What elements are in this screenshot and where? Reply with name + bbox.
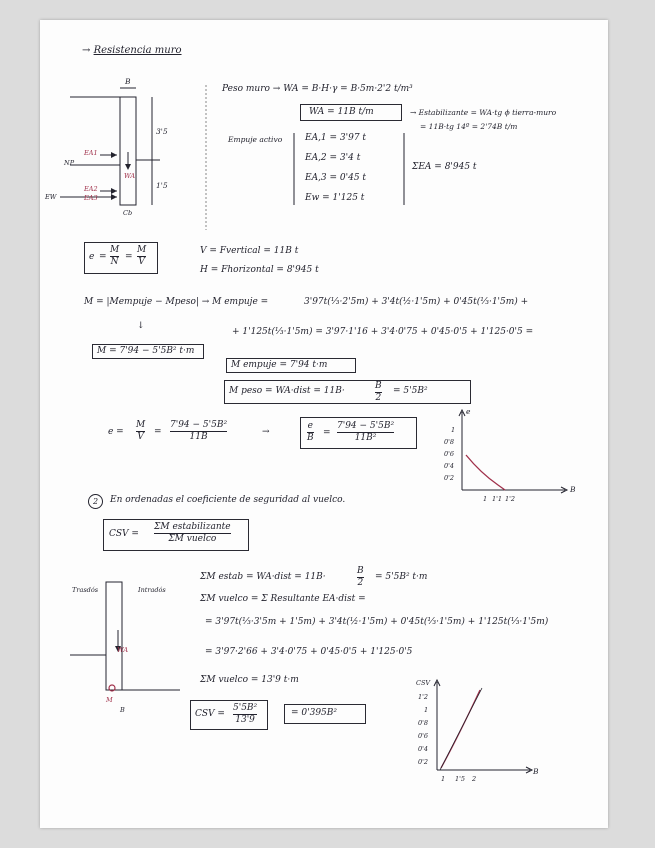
empuje-ew: Ew = 1'125 t xyxy=(305,193,365,203)
m-result-box xyxy=(92,344,204,359)
fig1-np-label: NP xyxy=(64,159,75,167)
plot1-curve xyxy=(466,455,505,490)
heading-arrow-icon: → xyxy=(82,45,94,56)
eratio-den: 11B xyxy=(189,432,208,442)
csv-formula-box xyxy=(103,519,249,551)
fig2-m: M xyxy=(106,696,113,704)
vuelco-l1-frac xyxy=(357,566,364,589)
eratio-num: 7'94 − 5'5B² xyxy=(170,420,228,430)
eratio-eq: = xyxy=(154,427,162,437)
m-peso-box xyxy=(224,380,471,404)
plot2-fit-line xyxy=(440,688,482,770)
csv-result-den: 13'9 xyxy=(235,715,255,725)
eratio-frac2 xyxy=(337,421,394,444)
estab-line2: = 11B·tg 14º = 2'74B t/m xyxy=(420,122,518,131)
m-peso-num: B xyxy=(375,381,382,391)
h-line: H = Fhorizontal = 8'945 t xyxy=(200,265,319,275)
fig2-tras: Trasdós xyxy=(72,586,99,594)
wall-outline-2 xyxy=(106,582,122,690)
m-empuje: M empuje = 7'94 t·m xyxy=(231,360,328,370)
vuelco-l2: ΣM vuelco = Σ Resultante EA·dist = xyxy=(200,594,366,604)
heading: → Resistencia muro xyxy=(82,45,182,56)
eratio-num2: 7'94 − 5'5B² xyxy=(337,421,395,431)
empuje-ea2: EA,2 = 3'4 t xyxy=(305,153,361,163)
ecc-v-den: V xyxy=(138,257,145,267)
vuelco-l5: ΣM vuelco = 13'9 t·m xyxy=(200,675,299,685)
plot2-xtick-0: 1 xyxy=(441,775,446,783)
ew-arrowhead xyxy=(111,194,117,200)
eratio-mv xyxy=(136,420,145,443)
m-peso-den: 2 xyxy=(375,393,382,403)
eratio-b: B xyxy=(307,433,314,443)
csv-label: CSV = xyxy=(109,529,139,539)
plot1-xtick-1: 1'1 xyxy=(492,495,503,503)
moment-line1: M = |Mempuje − Mpeso| → M empuje = xyxy=(84,297,269,307)
eratio-eq2: = xyxy=(323,428,331,438)
estab-line1: → Estabilizante = WA·tg ϕ tierra-muro xyxy=(410,108,557,117)
plot1-ytick-4: 0'2 xyxy=(444,474,455,482)
moment-line2: + 1'125t(⅓·1'5m) = 3'97·1'16 + 3'4·0'75 + 0'45·0'5 + 1'125·0'5 = xyxy=(232,327,534,337)
empuje-label: Empuje activo xyxy=(228,135,283,144)
csv-result-label: CSV = xyxy=(195,709,225,719)
peso-result-box xyxy=(300,104,402,121)
vuelco-l1: ΣM estab = WA·dist = 11B· xyxy=(200,572,326,582)
vuelco-l3: = 3'97t(⅓·3'5m + 1'5m) + 3'4t(½·1'5m) + 0'45t(⅓·1'5m) + 1'125t(⅓·1'5m) xyxy=(205,617,549,627)
fig1-ew-label: EW xyxy=(45,193,57,201)
plot1-ytick-2: 0'6 xyxy=(444,450,455,458)
plot2-xlabel: B xyxy=(533,767,539,776)
fig2-intra: Intradós xyxy=(138,586,166,594)
eratio-den2: 11B² xyxy=(354,433,377,443)
fig1-h2-label: 1'5 xyxy=(156,181,168,190)
fig1-wa-label: WA xyxy=(124,172,136,180)
fig2-wa: WA xyxy=(117,646,129,654)
csv-result-box xyxy=(190,700,268,730)
plot1-xlabel: B xyxy=(570,485,576,494)
wall-outline-1 xyxy=(120,97,136,205)
ecc-m-num2: M xyxy=(137,245,147,255)
plot1-ytick-1: 0'8 xyxy=(444,438,455,446)
fig1-ea3-label: EA3 xyxy=(84,194,98,202)
plot2-ytick-5: 0'2 xyxy=(418,758,429,766)
plot2-ytick-4: 0'4 xyxy=(418,745,429,753)
plot1-ylabel: e xyxy=(466,407,471,416)
plot2-ytick-1: 1 xyxy=(424,706,429,714)
plot2-ytick-0: 1'2 xyxy=(418,693,429,701)
m-empuje-box xyxy=(226,358,356,373)
plot1-ytick-3: 0'4 xyxy=(444,462,455,470)
eratio-e2: e xyxy=(307,421,313,431)
fig1-base-label: Cb xyxy=(123,209,133,217)
m-peso: M peso = WA·dist = 11B· xyxy=(229,386,345,396)
ea2-arrowhead xyxy=(111,188,117,194)
csv-final-box xyxy=(284,704,366,724)
fig1-width-label: B xyxy=(125,77,131,86)
section2-title: En ordenadas el coeficiente de seguridad al vuelco. xyxy=(110,495,346,505)
ecc-e: e xyxy=(89,252,95,262)
empuje-ea3: EA,3 = 0'45 t xyxy=(305,173,367,183)
eratio-v: V xyxy=(137,432,144,442)
ecc-eq2: = xyxy=(125,252,133,262)
eratio-frac1 xyxy=(170,420,227,443)
v-line: V = Fvertical = 11B t xyxy=(200,246,299,256)
eratio-eb xyxy=(307,421,314,444)
fig1-h1-label: 3'5 xyxy=(156,127,168,136)
plot2-ytick-2: 0'8 xyxy=(418,719,429,727)
peso-result: WA = 11B t/m xyxy=(309,107,374,117)
plot2-ylabel: CSV xyxy=(416,679,431,687)
csv-den: ΣM vuelco xyxy=(168,534,217,544)
ecc-m-num: M xyxy=(110,245,120,255)
section2-number: 2 xyxy=(88,494,103,509)
wa-arrowhead xyxy=(125,164,131,170)
eratio-arrow: → xyxy=(262,427,270,437)
vuelco-l1-num: B xyxy=(357,566,364,576)
plot1-xtick-2: 1'2 xyxy=(505,495,516,503)
plot2-ytick-3: 0'6 xyxy=(418,732,429,740)
vuelco-l4: = 3'97·2'66 + 3'4·0'75 + 0'45·0'5 + 1'125·0'5 xyxy=(205,647,413,657)
empuje-ea1: EA,1 = 3'97 t xyxy=(305,133,367,143)
plot2-xtick-1: 1'5 xyxy=(455,775,466,783)
fig1-ea1-label: EA1 xyxy=(84,149,98,157)
ecc-n-den: N xyxy=(110,257,119,267)
plot2-xtick-2: 2 xyxy=(472,775,477,783)
ea1-arrowhead xyxy=(111,152,117,158)
eratio-box xyxy=(300,417,417,449)
moment-line1b: 3'97t(⅓·2'5m) + 3'4t(½·1'5m) + 0'45t(⅓·1'5m) + xyxy=(304,297,529,307)
eratio-e: e = xyxy=(108,427,124,437)
csv-final: = 0'395B² xyxy=(291,708,338,718)
csv-result-frac xyxy=(233,703,257,726)
m-result: M = 7'94 − 5'5B² t·m xyxy=(97,346,195,356)
csv-frac xyxy=(154,522,231,545)
empuje-sum: ΣEA = 8'945 t xyxy=(412,162,477,172)
fig1-ea2-label: EA2 xyxy=(84,185,98,193)
eratio-m: M xyxy=(136,420,146,430)
m-peso-frac xyxy=(375,381,382,404)
plot1-xtick-0: 1 xyxy=(483,495,488,503)
vuelco-l1-den: 2 xyxy=(357,578,364,588)
ecc-m-n xyxy=(110,245,119,268)
fig2-b: B xyxy=(120,706,125,714)
csv-result-num: 5'5B² xyxy=(233,703,258,713)
vuelco-l1-res: = 5'5B² t·m xyxy=(375,572,428,582)
ecc-formula-box xyxy=(84,242,158,274)
csv-num: ΣM estabilizante xyxy=(154,522,231,532)
ecc-m-v xyxy=(137,245,146,268)
plot1-ytick-0: 1 xyxy=(451,426,456,434)
m-peso-res: = 5'5B² xyxy=(393,386,428,396)
ecc-eq1: = xyxy=(99,252,107,262)
peso-line: Peso muro → WA = B·H·γ = B·5m·2'2 t/m³ xyxy=(222,84,413,94)
moment-arrow: ↓ xyxy=(137,321,145,331)
